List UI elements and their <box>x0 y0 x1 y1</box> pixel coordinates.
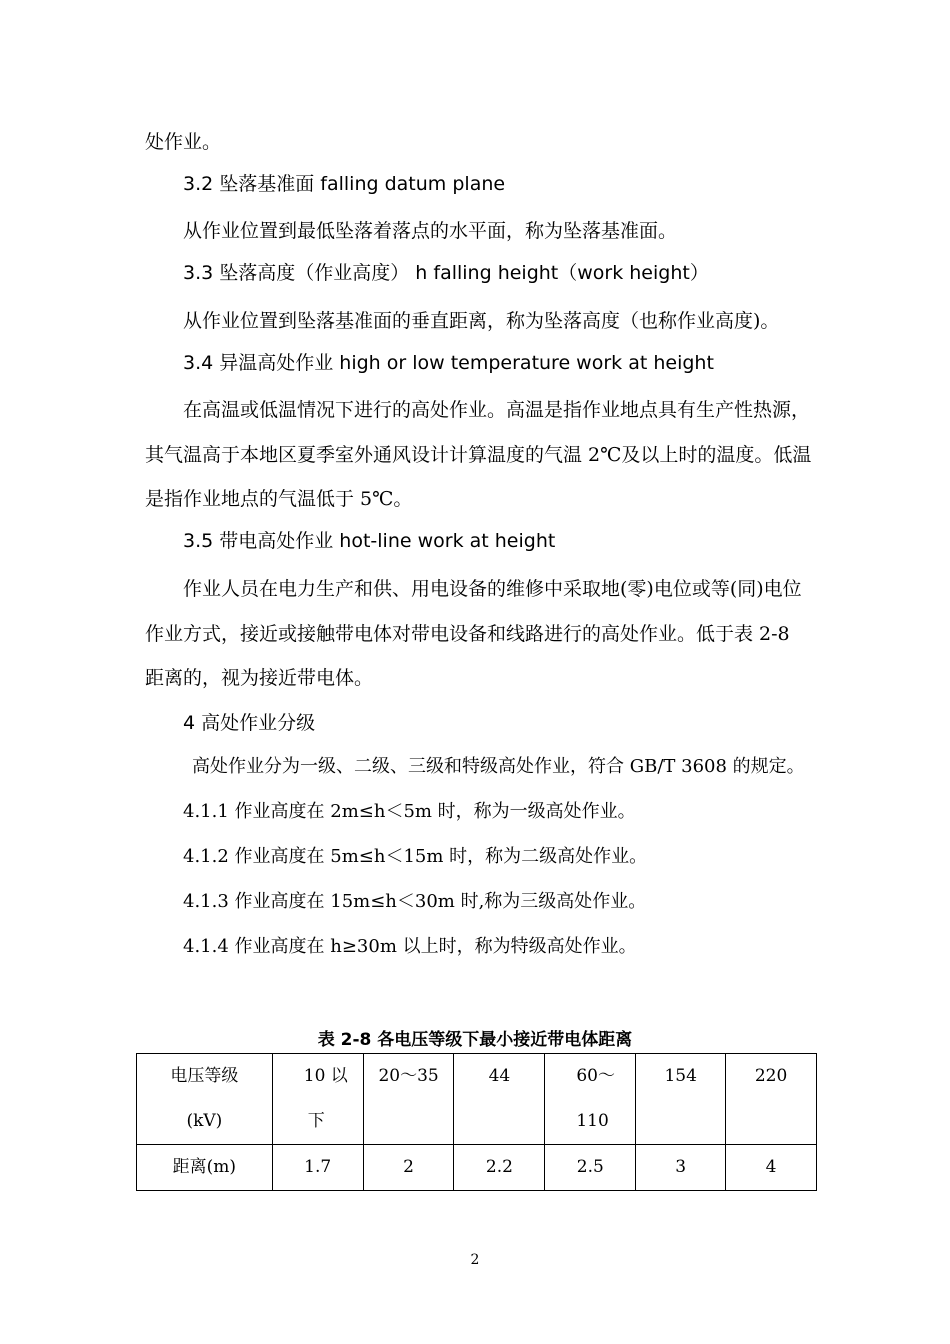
voltage-cell <box>363 1054 454 1145</box>
paragraph-3-2: 从作业位置到最低坠落着落点的水平面，称为坠落基准面。 <box>183 220 678 242</box>
paragraph-3-5-line-3: 距离的，视为接近带电体。 <box>145 667 374 689</box>
distance-value: 2 <box>403 1157 414 1177</box>
paragraph-3-4-line-2: 其气温高于本地区夏季室外通风设计计算温度的气温 2℃及以上时的温度。低温 <box>145 444 812 466</box>
distance-label: 距离(m) <box>172 1157 237 1177</box>
voltage-label-line-2: (kV) <box>186 1111 223 1131</box>
item-4-1-1: 4.1.1 作业高度在 2m≤h＜5m 时，称为一级高处作业。 <box>183 801 636 822</box>
paragraph-3-4-line-3: 是指作业地点的气温低于 5℃。 <box>145 488 413 510</box>
paragraph-3-5-line-2: 作业方式，接近或接触带电体对带电设备和线路进行的高处作业。低于表 2-8 <box>145 623 790 645</box>
paragraph-3-3: 从作业位置到坠落基准面的垂直距离，称为坠落高度（也称作业高度)。 <box>183 310 780 332</box>
section-heading-3-2: 3.2 坠落基准面 falling datum plane <box>183 173 506 195</box>
distance-table <box>136 1053 817 1191</box>
item-4-1-3: 4.1.3 作业高度在 15m≤h＜30m 时,称为三级高处作业。 <box>183 891 647 912</box>
distance-header-cell <box>137 1145 273 1191</box>
voltage-cell-line-1: 60～ <box>576 1066 615 1086</box>
distance-cell <box>545 1145 636 1191</box>
item-4-1-2: 4.1.2 作业高度在 5m≤h＜15m 时，称为二级高处作业。 <box>183 846 648 867</box>
voltage-cell-line-1: 44 <box>488 1066 511 1086</box>
voltage-cell-line-1: 20～35 <box>378 1066 439 1086</box>
distance-value: 4 <box>765 1157 777 1177</box>
section-heading-3-3: 3.3 坠落高度（作业高度） h falling height（work height） <box>183 262 709 284</box>
voltage-label-line-1: 电压等级 <box>170 1066 239 1086</box>
voltage-row <box>137 1054 817 1145</box>
voltage-cell-line-2: 下 <box>307 1111 325 1131</box>
voltage-cell <box>726 1054 817 1145</box>
distance-value: 1.7 <box>304 1157 332 1177</box>
distance-value: 2.2 <box>485 1157 513 1177</box>
voltage-cell <box>454 1054 545 1145</box>
distance-value: 3 <box>675 1157 687 1177</box>
voltage-cell <box>636 1054 726 1145</box>
table-caption: 表 2-8 各电压等级下最小接近带电体距离 <box>317 1030 633 1050</box>
page-number: 2 <box>470 1252 480 1268</box>
distance-cell <box>363 1145 454 1191</box>
voltage-cell <box>272 1054 363 1145</box>
voltage-cell-line-1: 220 <box>754 1066 788 1086</box>
paragraph-3-5-line-1: 作业人员在电力生产和供、用电设备的维修中采取地(零)电位或等(同)电位 <box>183 578 802 600</box>
distance-cell <box>454 1145 545 1191</box>
distance-cell <box>726 1145 817 1191</box>
distance-value: 2.5 <box>576 1157 604 1177</box>
section-heading-3-5: 3.5 带电高处作业 hot-line work at height <box>183 530 556 552</box>
distance-row <box>137 1145 817 1191</box>
voltage-cell-line-1: 10 以 <box>303 1066 348 1086</box>
distance-cell <box>636 1145 726 1191</box>
voltage-cell <box>545 1054 636 1145</box>
section-heading-3-4: 3.4 异温高处作业 high or low temperature work at height <box>183 352 714 374</box>
item-4-1-4: 4.1.4 作业高度在 h≥30m 以上时，称为特级高处作业。 <box>183 936 637 957</box>
paragraph-continuation: 处作业。 <box>145 131 222 153</box>
voltage-header-cell <box>137 1054 273 1145</box>
voltage-cell-line-1: 154 <box>664 1066 697 1086</box>
voltage-cell-line-2: 110 <box>576 1111 609 1131</box>
distance-cell <box>272 1145 363 1191</box>
paragraph-4: 高处作业分为一级、二级、三级和特级高处作业，符合 GB/T 3608 的规定。 <box>192 756 805 777</box>
section-heading-4: 4 高处作业分级 <box>183 712 316 734</box>
paragraph-3-4-line-1: 在高温或低温情况下进行的高处作业。高温是指作业地点具有生产性热源， <box>183 399 811 421</box>
